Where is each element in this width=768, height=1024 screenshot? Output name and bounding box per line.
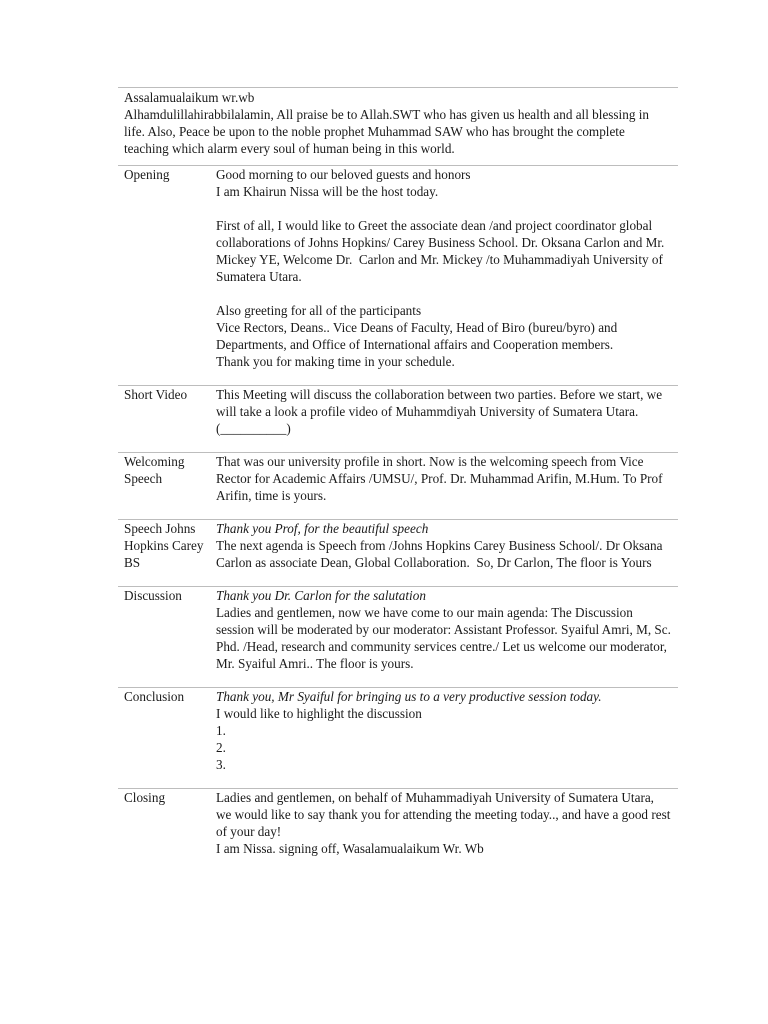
section-line: I would like to highlight the discussion: [216, 706, 422, 721]
section-content: [210, 166, 678, 386]
section-label: Short Video: [118, 386, 210, 453]
section-content: [210, 453, 678, 520]
agenda-row-conclusion: [118, 688, 678, 789]
intro-greeting: Assalamualaikum wr.wb: [124, 90, 255, 105]
section-label: Discussion: [118, 587, 210, 688]
agenda-row-opening: [118, 166, 678, 386]
section-line: Vice Rectors, Deans.. Vice Deans of Faculty, Head of Biro (bureu/byro) and Departments, and Office of International affairs and Cooperation members.: [216, 320, 621, 352]
list-item: 2.: [216, 740, 226, 755]
section-line: Ladies and gentlemen, now we have come to our main agenda: The Discussion session will be moderated by our moderator: Assistant Professor. Syaiful Amri, M, Sc. Phd. /Head, research and community services centre./ Let us welcome our moderator, Mr. Syaiful Amri.. The floor is yours.: [216, 605, 675, 671]
agenda-row-welcoming-speech: [118, 453, 678, 520]
agenda-row-short-video: [118, 386, 678, 453]
agenda-row-speech-jhu: [118, 520, 678, 587]
section-line: I am Khairun Nissa will be the host today.: [216, 184, 439, 199]
agenda-row-discussion: [118, 587, 678, 688]
list-item: 3.: [216, 757, 226, 772]
section-line: This Meeting will discuss the collaboration between two parties. Before we start, we will take a look a profile video of Muhammdiyah University of Sumatera Utara. (__________): [216, 387, 666, 436]
section-content: [210, 386, 678, 453]
section-line: The next agenda is Speech from /Johns Hopkins Carey Business School/. Dr Oksana Carlon as associate Dean, Global Collaboration. So, Dr Carlon, The floor is Yours: [216, 538, 666, 570]
intro-text: Alhamdulillahirabbilalamin, All praise be to Allah.SWT who has given us health and all blessing in life. Also, Peace be upon to the noble prophet Muhammad SAW who has brought the complete teaching which alarm every soul of human being in this world.: [124, 107, 649, 156]
section-italic-line: Thank you Prof, for the beautiful speech: [216, 521, 429, 536]
section-content: [210, 688, 678, 789]
section-label: Welcoming Speech: [118, 453, 210, 520]
section-italic-line: Thank you Dr. Carlon for the salutation: [216, 588, 426, 603]
section-content: [210, 789, 678, 858]
section-label: Closing: [118, 789, 210, 858]
section-label: Speech Johns Hopkins Carey BS: [118, 520, 210, 587]
section-content: [210, 587, 678, 688]
section-label: Conclusion: [118, 688, 210, 789]
section-line-blank: [216, 200, 672, 217]
section-line: Ladies and gentlemen, on behalf of Muhammadiyah University of Sumatera Utara, we would like to say thank you for attending the meeting today.., and have a good rest of your day!: [216, 790, 674, 839]
intro-block: [118, 87, 678, 165]
agenda-table: [118, 165, 678, 857]
list-item: 1.: [216, 723, 226, 738]
section-line-blank: [216, 285, 672, 302]
agenda-row-closing: [118, 789, 678, 858]
section-line: Good morning to our beloved guests and honors: [216, 167, 471, 182]
section-line: First of all, I would like to Greet the associate dean /and project coordinator global collaborations of Johns Hopkins/ Carey Business School. Dr. Oksana Carlon and Mr. Mickey YE, Welcome Dr. Carlon and Mr. Mickey /to Muhammadiyah University of Sumatera Utara.: [216, 218, 668, 284]
section-line: Also greeting for all of the participants: [216, 303, 422, 318]
section-italic-line: Thank you, Mr Syaiful for bringing us to a very productive session today.: [216, 689, 602, 704]
section-label: Opening: [118, 166, 210, 386]
section-line: I am Nissa. signing off, Wasalamualaikum Wr. Wb: [216, 841, 484, 856]
section-line: That was our university profile in short. Now is the welcoming speech from Vice Rector for Academic Affairs /UMSU/, Prof. Dr. Muhammad Arifin, M.Hum. To Prof Arifin, time is yours.: [216, 454, 666, 503]
section-content: [210, 520, 678, 587]
section-line: Thank you for making time in your schedule.: [216, 354, 455, 369]
document-page: [118, 87, 678, 857]
